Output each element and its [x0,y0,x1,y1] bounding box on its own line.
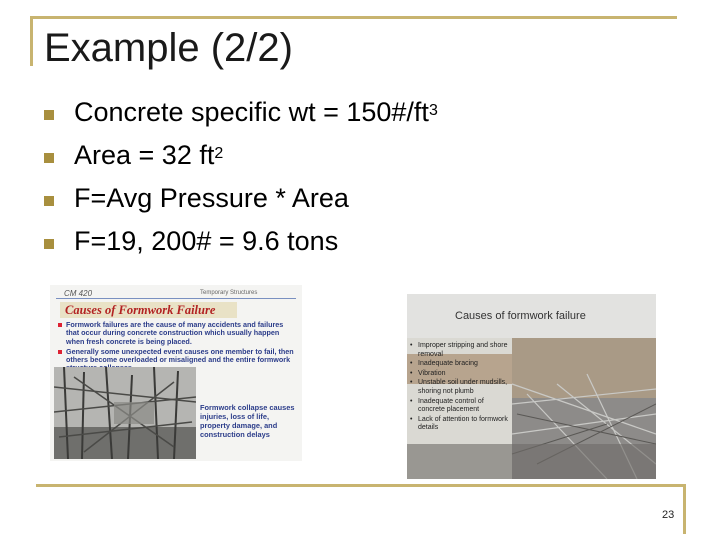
bullet-square-icon [44,239,54,249]
image-point: Formwork failures are the cause of many accidents and failures that occur during concrete construction which usually happen when fresh concrete is being placed. [58,321,298,346]
bullet-square-icon [44,110,54,120]
red-bullet-icon [58,323,62,327]
image-header-right: Temporary Structures [200,290,258,296]
cause-item: • Inadequate bracing [409,360,509,369]
image-header: CM 420 [64,289,93,298]
formwork-failure-slide-image [50,285,302,461]
bullet-item [44,225,438,268]
image-caption: Formwork collapse causes injuries, loss of life, property damage, and construction delays [200,403,295,439]
frame-bottom-border [36,484,686,487]
cause-item: • Vibration [409,370,509,379]
image-title: Causes of Formwork Failure [60,302,237,318]
bullet-text: F=19, 200# = 9.6 tons [74,226,339,256]
cause-item: • Improper stripping and shore removal [409,342,509,359]
cause-item: • Lack of attention to formwork details [409,416,509,433]
frame-left-border [30,16,33,66]
formwork-failure-photo-slide [407,294,656,479]
image-divider [56,298,296,299]
bullet-item [44,139,438,182]
bullet-square-icon [44,196,54,206]
bullet-item [44,182,438,225]
bullet-list [44,96,438,268]
image-point: Generally some unexpected event causes one member to fail, then others become overloaded or misaligned and the entire formwork [58,348,298,373]
bullet-item [44,96,438,139]
bullet-superscript: 2 [214,145,224,162]
cause-list [409,342,509,434]
frame-right-border [683,484,686,534]
frame-top-border [30,16,677,19]
bullet-square-icon [44,153,54,163]
red-bullet-icon [58,350,62,354]
slide-title: Example (2/2) [44,26,293,70]
cause-item: • Inadequate control of concrete placement [409,398,509,415]
bullet-text: Concrete specific wt = 150#/ft [74,97,429,127]
photo-slide-title: Causes of formwork failure [455,310,586,322]
bullet-text: F=Avg Pressure * Area [74,183,349,213]
cause-item: • Unstable soil under mudsills, shoring not plumb [409,379,509,396]
collapse-photo [54,367,196,459]
page-number: 23 [662,509,675,521]
bullet-text: Area = 32 ft [74,140,215,170]
bullet-superscript: 3 [428,102,438,119]
